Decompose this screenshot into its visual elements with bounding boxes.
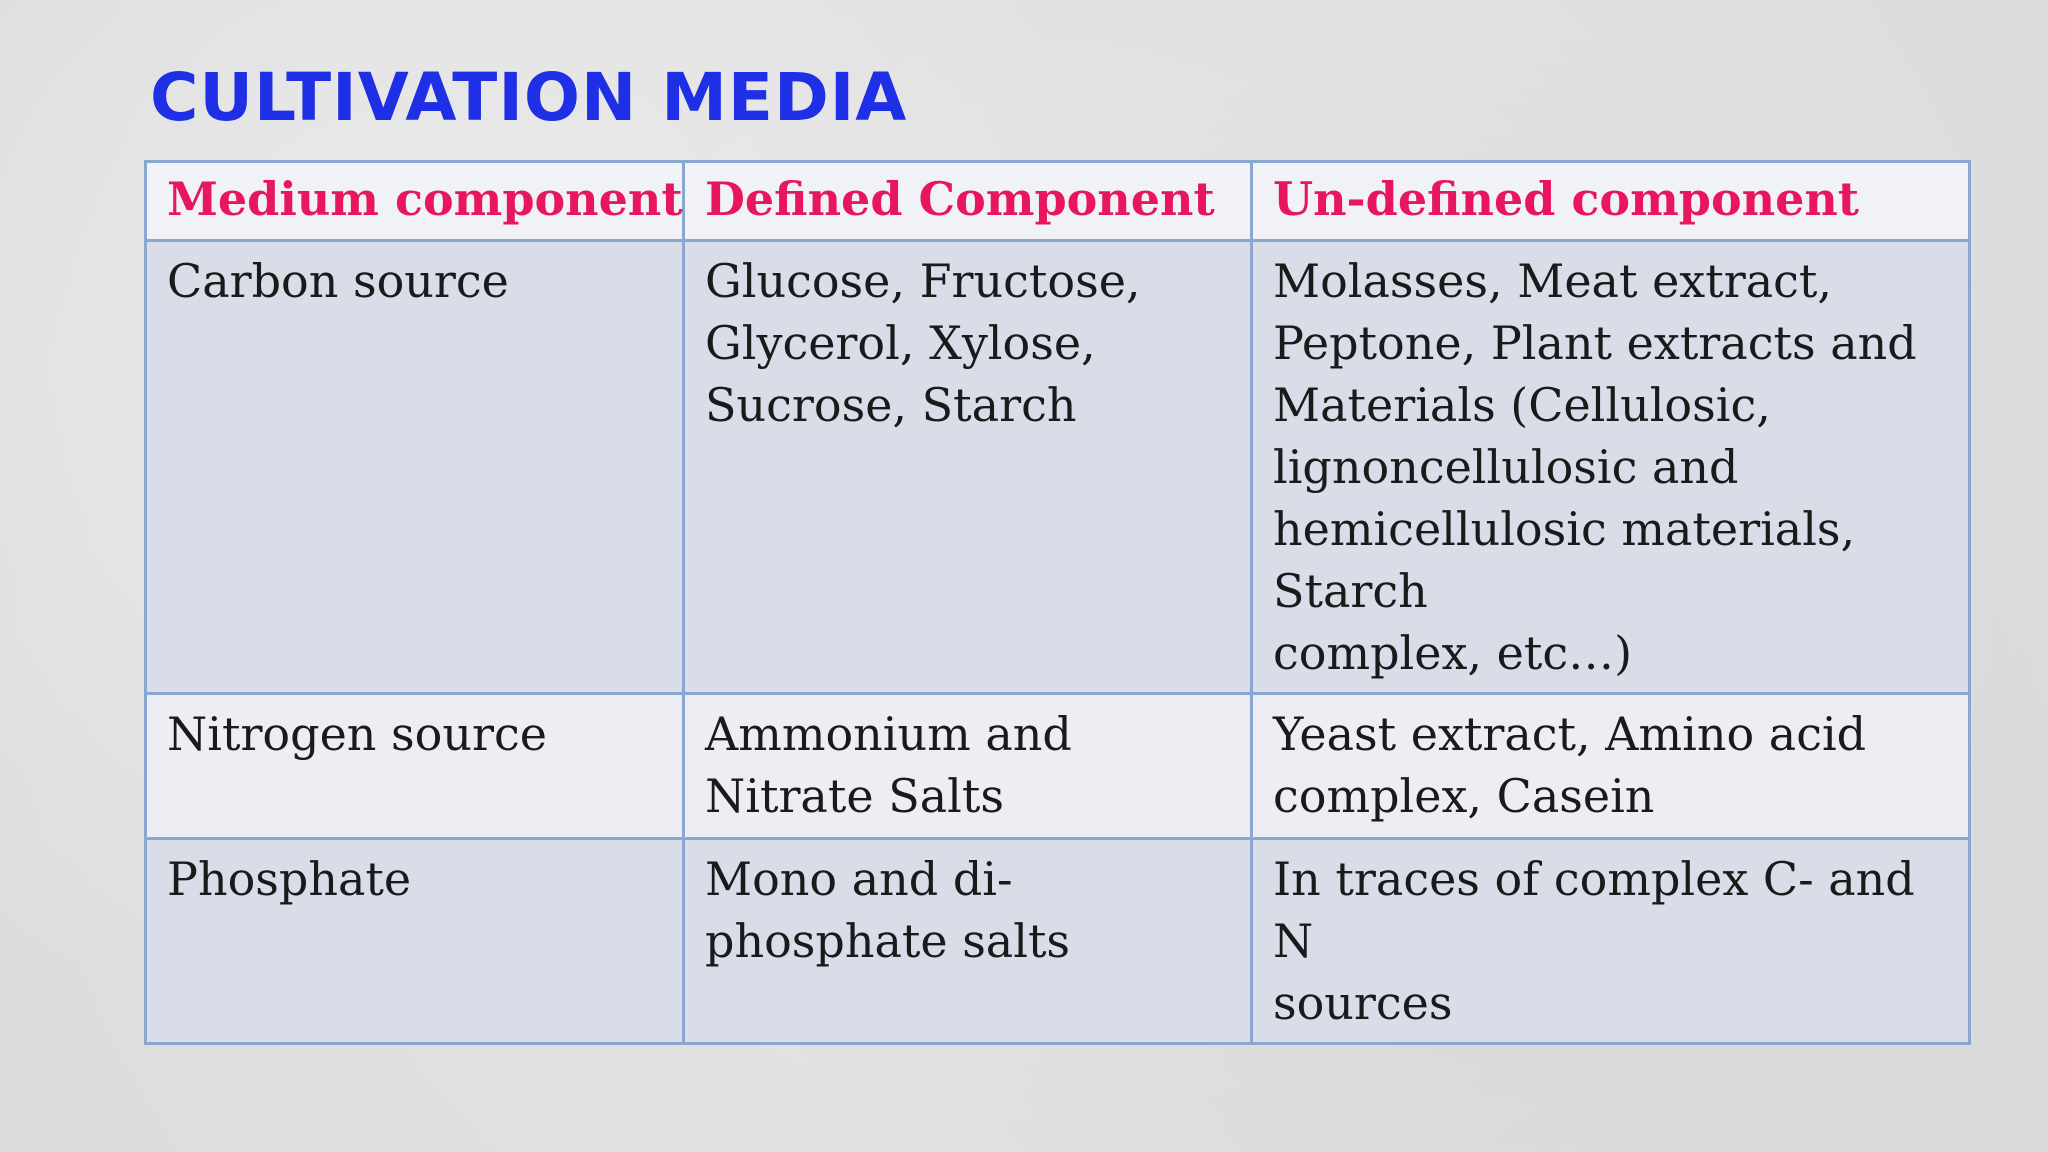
cell-text: Nitrogen source [167, 707, 547, 761]
cell-defined [684, 694, 1252, 839]
cell-text: In traces of complex C- and N sources [1273, 852, 1915, 1030]
table-row [146, 241, 1970, 694]
cell-undefined [1252, 241, 1970, 694]
cell-defined [684, 241, 1252, 694]
cultivation-media-table [144, 160, 1971, 1045]
cell-defined [684, 839, 1252, 1044]
table-row [146, 694, 1970, 839]
cell-medium [146, 839, 684, 1044]
cell-undefined [1252, 694, 1970, 839]
cell-text: Molasses, Meat extract, Peptone, Plant extracts and Materials (Cellulosic, lignoncellulosic and hemicellulosic materials, Starch complex, etc…) [1273, 254, 1917, 680]
table-row [146, 839, 1970, 1044]
header-defined-component: Defined Component [684, 162, 1252, 241]
cell-undefined [1252, 839, 1970, 1044]
slide-title: CULTIVATION MEDIA [150, 59, 908, 136]
header-medium-component: Medium component [146, 162, 684, 241]
cell-text: Yeast extract, Amino acid complex, Casein [1273, 707, 1867, 823]
cell-text: Mono and di- phosphate salts [705, 852, 1071, 968]
cell-medium [146, 241, 684, 694]
cell-text: Phosphate [167, 852, 412, 906]
table-header-row [146, 162, 1970, 241]
header-undefined-component: Un-defined component [1252, 162, 1970, 241]
cell-text: Ammonium and Nitrate Salts [705, 707, 1072, 823]
cell-text: Glucose, Fructose, Glycerol, Xylose, Sucrose, Starch [705, 254, 1141, 432]
cell-text: Carbon source [167, 254, 509, 308]
cell-medium [146, 694, 684, 839]
